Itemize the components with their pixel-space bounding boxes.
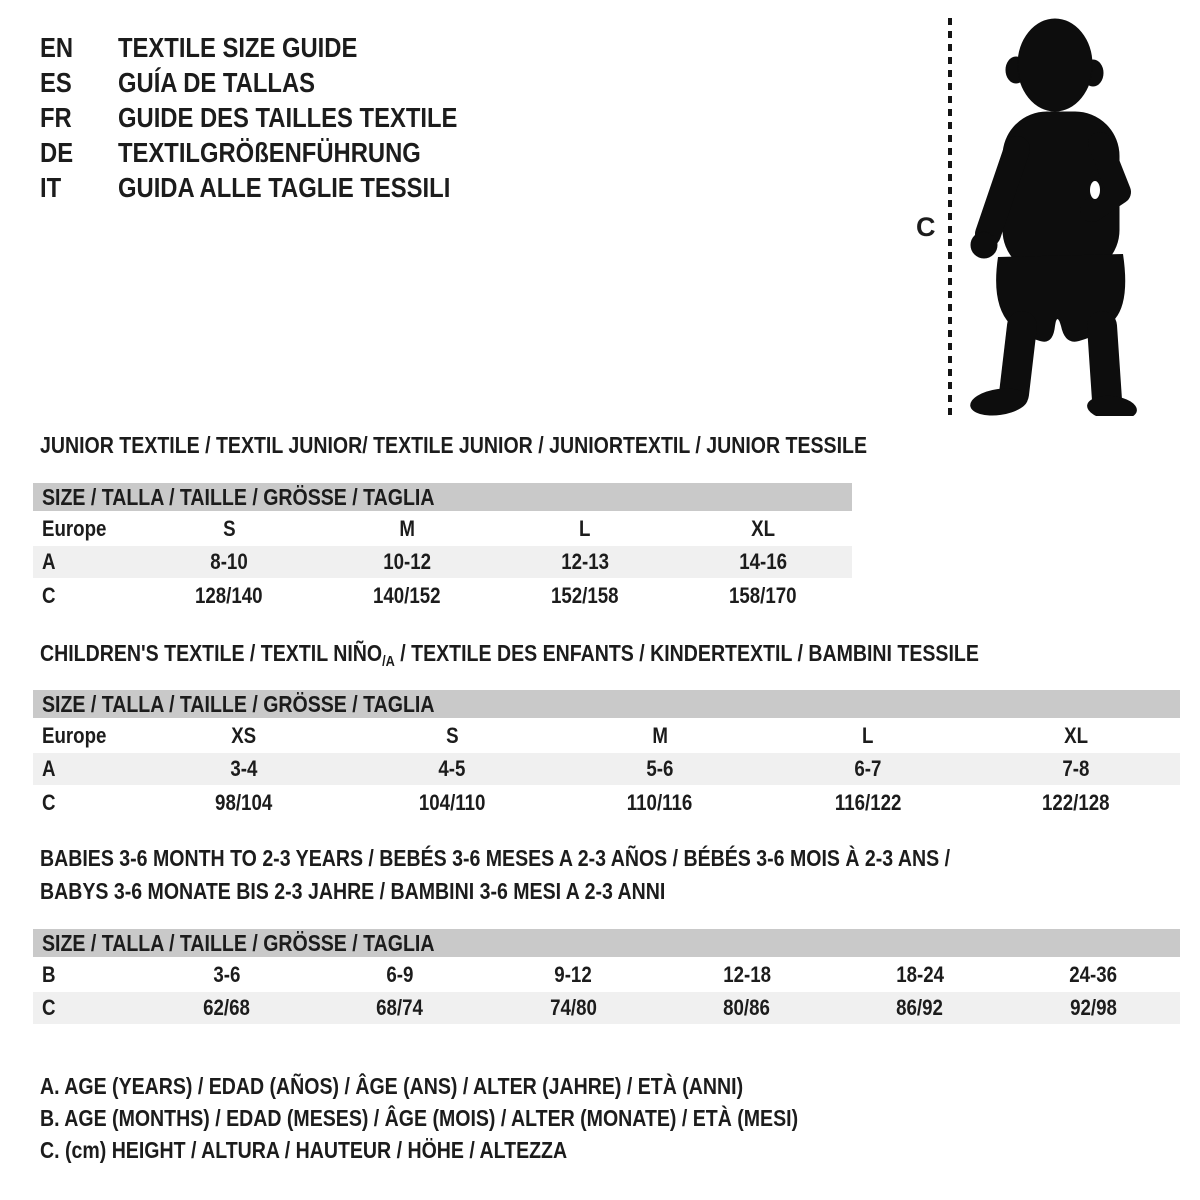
size-cell: 8-10 [210,549,248,574]
size-cell: S [222,515,236,541]
footnote-a-text: A. AGE (YEARS) / EDAD (AÑOS) / ÂGE (ANS) / ALTER (JAHRE) / ETÀ (ANNI) [40,1072,744,1099]
row-label: C [42,790,56,815]
language-code: FR [40,101,72,133]
junior-section-title-text: JUNIOR TEXTILE / TEXTIL JUNIOR/ TEXTILE JUNIOR / JUNIORTEXTIL / JUNIOR TESSILE [40,432,868,458]
children-title-sub: /A [382,653,395,670]
child-silhouette-icon [962,14,1140,416]
babies-title-line1: BABIES 3-6 MONTH TO 2-3 YEARS / BEBÉS 3-6 MESES A 2-3 AÑOS / BÉBÉS 3-6 MOIS À 2-3 ANS / [40,845,951,871]
table-header-bar [33,929,1180,957]
size-cell: 18-24 [896,961,944,987]
size-cell: 12-18 [722,961,771,987]
size-cell: L [579,515,591,541]
size-header-label: SIZE / TALLA / TAILLE / GRÖSSE / TAGLIA [42,690,435,717]
size-cell: 74/80 [549,995,597,1020]
size-cell: S [445,722,459,748]
children-section-title [40,640,1145,675]
children-title-post: / TEXTILE DES ENFANTS / KINDERTEXTIL / BAMBINI TESSILE [394,640,979,666]
size-cell: XS [231,722,257,748]
row-label: Europe [42,515,107,541]
size-cell: 7-8 [1062,756,1090,781]
size-cell: L [862,722,874,748]
size-cell: 9-12 [554,961,593,987]
footnote-b [40,1102,932,1134]
table-row-europe [33,718,1180,753]
size-header-label: SIZE / TALLA / TAILLE / GRÖSSE / TAGLIA [42,483,435,510]
language-code: EN [40,31,74,63]
size-cell: 140/152 [373,583,441,608]
language-row-de [40,135,517,170]
row-label: C [42,995,56,1020]
children-section-title-text [40,640,979,675]
table-row-height [33,992,1180,1024]
size-cell: 6-7 [854,756,882,781]
size-cell: 86/92 [896,995,944,1020]
size-cell: 116/122 [834,790,902,815]
size-cell: XL [1064,722,1088,748]
size-cell: 3-4 [230,756,258,781]
language-code: IT [40,171,62,203]
size-cell: 92/98 [1069,995,1117,1020]
size-cell: 122/128 [1042,790,1110,815]
measure-label-c: C [916,212,936,242]
size-cell: 14-16 [739,549,787,574]
size-cell: 24-36 [1069,961,1118,987]
size-cell: M [652,722,668,748]
size-cell: 104/110 [418,790,486,815]
size-cell: 152/158 [551,583,619,608]
size-cell: 128/140 [195,583,263,608]
language-row-es [40,65,517,100]
size-header-label: SIZE / TALLA / TAILLE / GRÖSSE / TAGLIA [42,929,435,956]
guide-title-de: TEXTILGRÖßENFÜHRUNG [118,136,421,168]
size-cell: M [399,515,415,541]
language-code: ES [40,66,72,98]
babies-title-line2: BABYS 3-6 MONATE BIS 2-3 JAHRE / BAMBINI 3-6 MESI A 2-3 ANNI [40,878,666,904]
row-label: A [42,549,56,574]
height-dashed-line [948,18,952,416]
size-cell: 158/170 [729,583,797,608]
size-table-junior [33,483,852,614]
table-row-height [33,785,1180,821]
row-label: B [42,961,56,987]
footnote-a [40,1070,932,1102]
language-row-fr [40,100,517,135]
table-row-age [33,753,1180,785]
size-cell: 10-12 [383,549,431,574]
guide-title-it: GUIDA ALLE TAGLIE TESSILI [118,171,451,203]
table-row-age [33,546,852,578]
guide-title-en: TEXTILE SIZE GUIDE [118,31,358,63]
guide-title-es: GUÍA DE TALLAS [118,66,316,98]
size-cell: 12-13 [561,549,609,574]
footnote-c-text: C. (cm) HEIGHT / ALTURA / HAUTEUR / HÖHE / ALTEZZA [40,1136,568,1163]
size-cell: 6-9 [386,961,414,987]
footnote-b-text: B. AGE (MONTHS) / EDAD (MESES) / ÂGE (MOIS) / ALTER (MONATE) / ETÀ (MESI) [40,1104,799,1131]
size-cell: 110/116 [627,790,693,815]
language-row-en [40,30,517,65]
table-row-europe [33,511,852,546]
junior-section-title [40,432,1013,458]
size-cell: 62/68 [203,995,251,1020]
size-cell: 68/74 [376,995,424,1020]
row-label: Europe [42,722,107,748]
table-header-bar [33,483,852,511]
guide-title-fr: GUIDE DES TAILLES TEXTILE [118,101,458,133]
size-cell: 3-6 [213,961,241,987]
size-cell: 5-6 [646,756,674,781]
footnote-c [40,1134,932,1166]
size-cell: 4-5 [438,756,466,781]
language-row-it [40,170,517,205]
language-title-block [40,30,517,205]
language-code: DE [40,136,74,168]
footnotes [40,1070,932,1166]
size-cell: XL [751,515,775,541]
babies-section-title [40,845,1111,904]
table-row-months [33,957,1180,992]
size-table-babies [33,929,1180,1024]
table-row-height [33,578,852,614]
size-table-children [33,690,1180,821]
size-cell: 98/104 [215,790,273,815]
row-label: A [42,756,56,781]
children-title-pre: CHILDREN'S TEXTILE / TEXTIL NIÑO [40,640,383,666]
row-label: C [42,583,56,608]
size-cell: 80/86 [723,995,771,1020]
table-header-bar [33,690,1180,718]
